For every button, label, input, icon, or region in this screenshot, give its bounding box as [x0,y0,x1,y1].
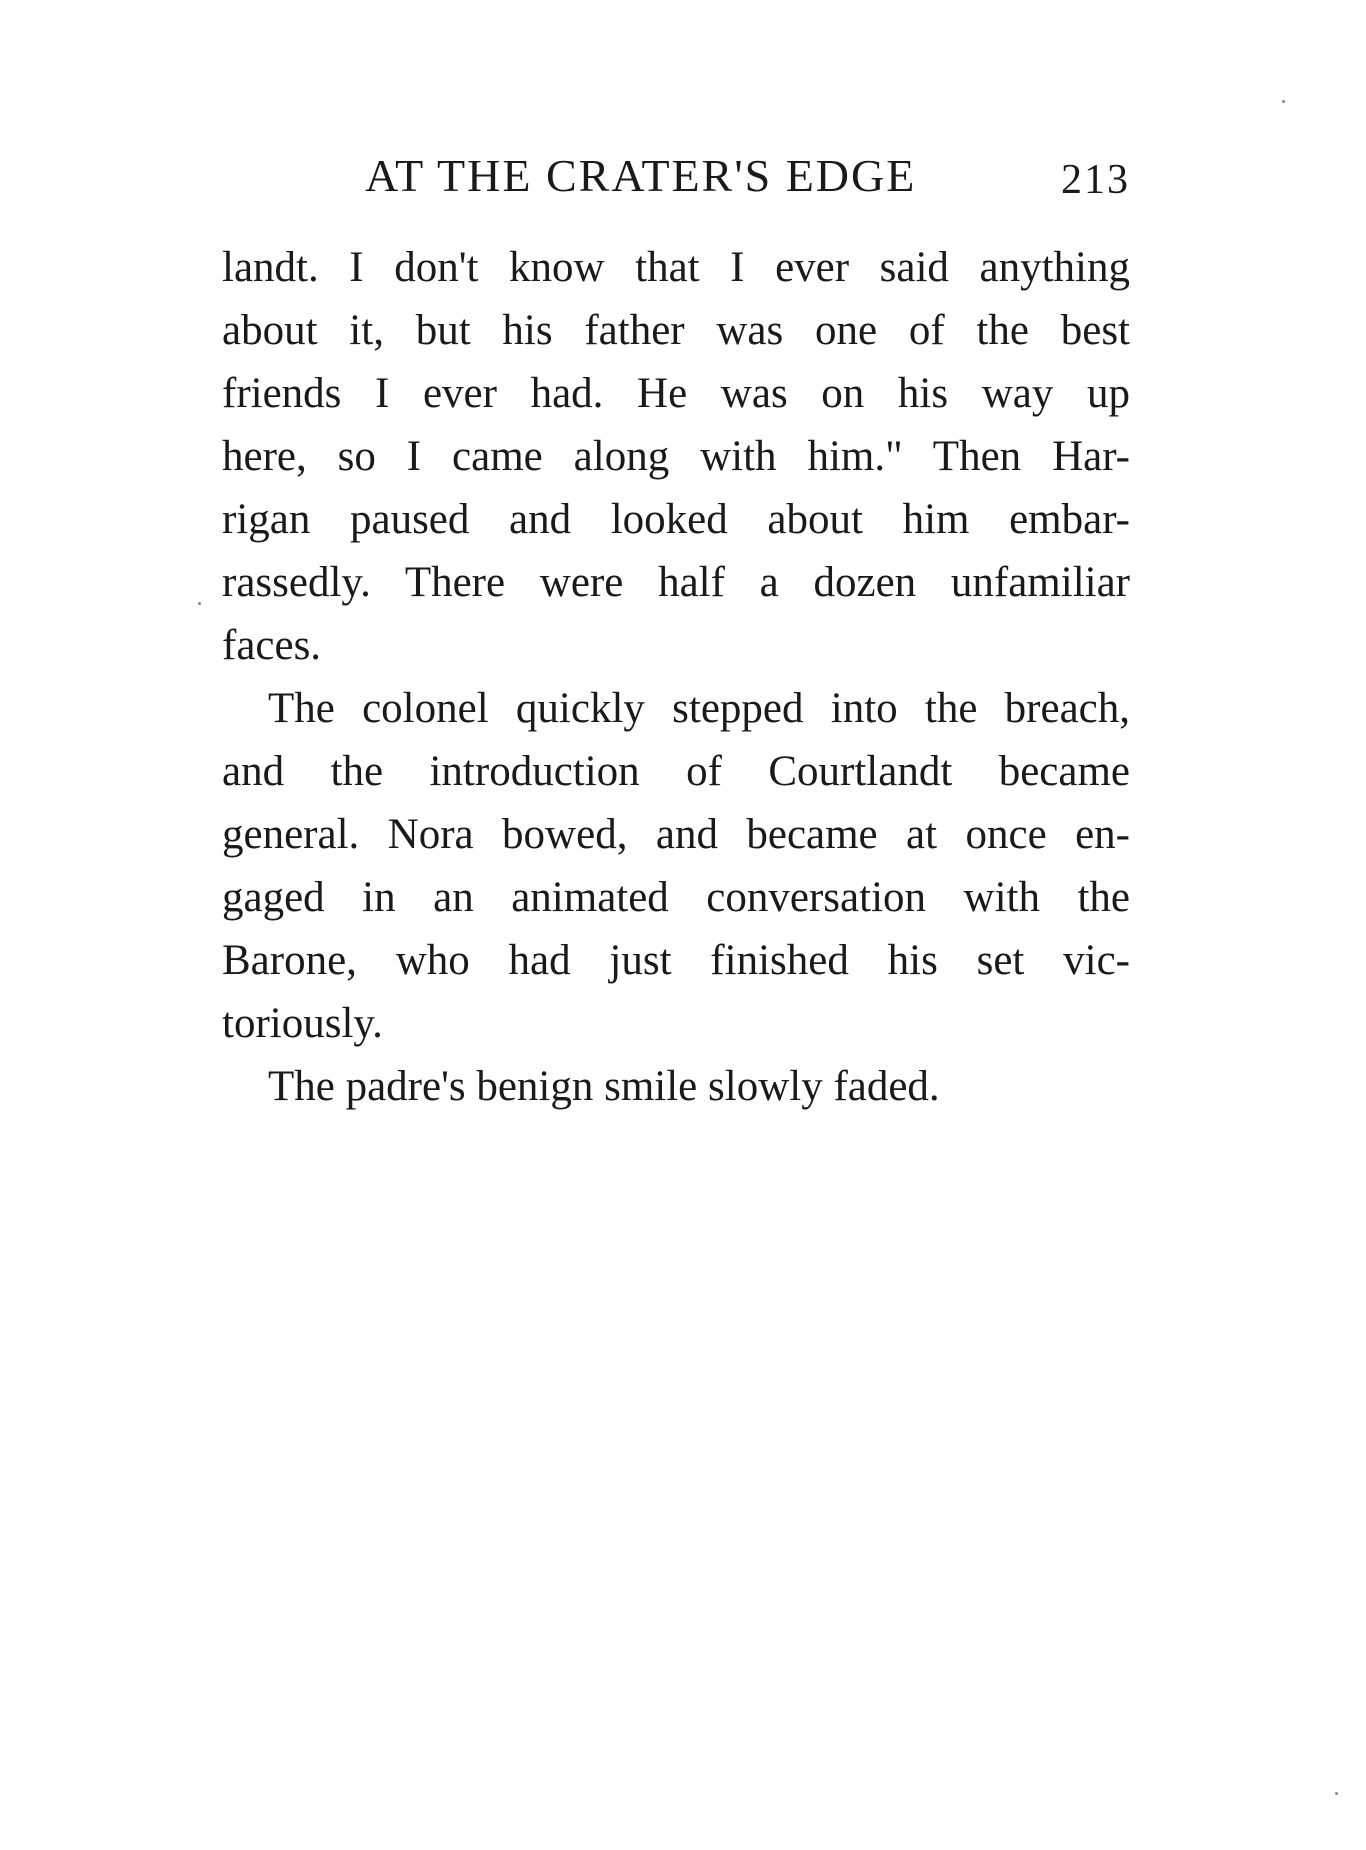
text-line: general. Nora bowed, and became at once en- [222,811,1130,858]
text-line: friends I ever had. He was on his way up [222,370,1130,417]
text-line: The padre's benign smile slowly faded. [268,1063,940,1110]
text-line: The colonel quickly stepped into the breach, [268,685,1130,732]
scan-speck [198,602,201,605]
running-title: AT THE CRATER'S EDGE [365,150,917,201]
text-line: Barone, who had just finished his set vic- [222,937,1130,984]
text-line: and the introduction of Courtlandt became [222,748,1130,795]
text-line: rassedly. There were half a dozen unfamiliar [222,559,1130,606]
running-head [222,146,1130,206]
scan-speck [1335,1792,1338,1795]
text-line: about it, but his father was one of the best [222,307,1130,354]
text-line: rigan paused and looked about him embar- [222,496,1130,543]
text-line: faces. [222,622,322,669]
body-text [222,236,1130,1118]
text-line: here, so I came along with him." Then Har- [222,433,1130,480]
text-line: landt. I don't know that I ever said anything [222,244,1130,291]
text-line: toriously. [222,1000,383,1047]
page-number: 213 [1061,157,1130,203]
scan-speck [1282,100,1285,103]
text-line: gaged in an animated conversation with the [222,874,1130,921]
